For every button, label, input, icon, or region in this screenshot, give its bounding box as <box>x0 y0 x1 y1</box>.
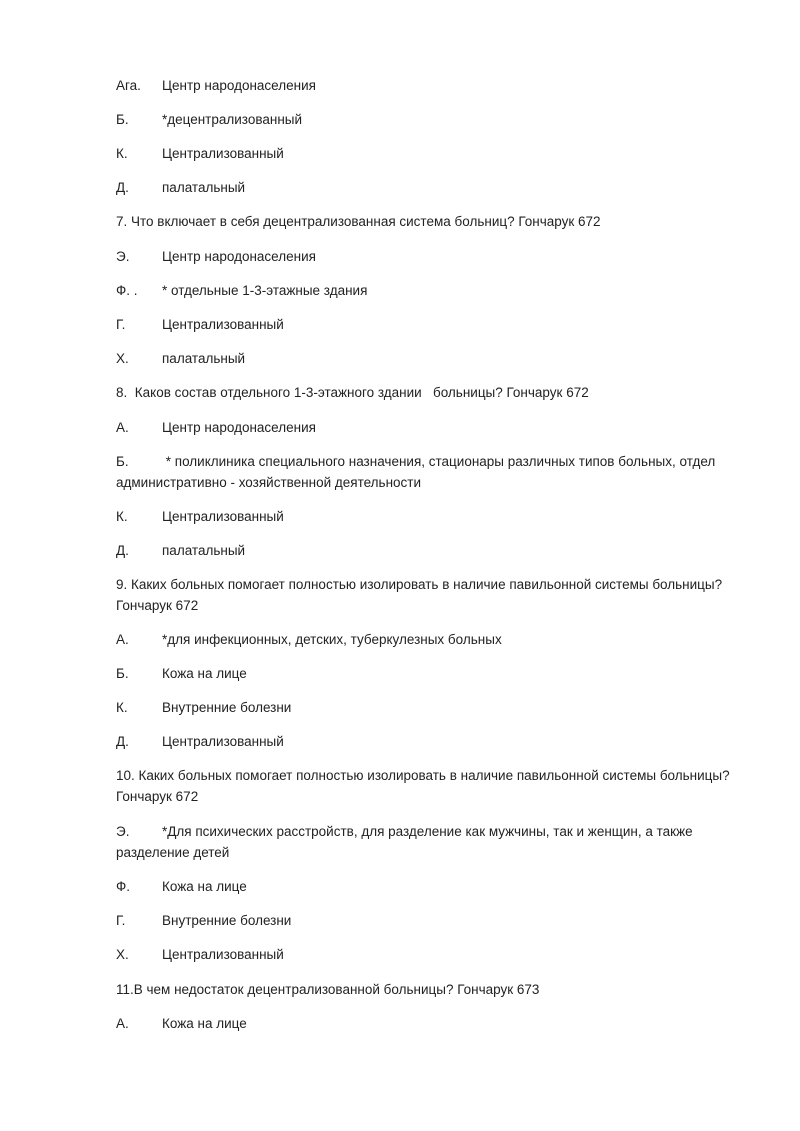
option-line <box>116 314 736 335</box>
option-letter: К. <box>116 509 128 524</box>
option-text: Центр народонаселения <box>162 78 316 93</box>
option-line <box>116 1013 736 1034</box>
option-line <box>116 75 736 96</box>
option-text: Внутренние болезни <box>162 700 292 715</box>
option-letter: Э. <box>116 249 130 264</box>
option-text: Централизованный <box>162 146 284 161</box>
option-line <box>116 910 736 931</box>
option-line <box>116 417 736 438</box>
option-letter: Х. <box>116 351 129 366</box>
question-line: 7. Что включает в себя децентрализованная система больниц? Гончарук 672 <box>116 214 601 229</box>
option-line <box>116 348 736 369</box>
option-line <box>116 629 736 650</box>
option-text: *для инфекционных, детских, туберкулезных больных <box>162 632 502 647</box>
question-line: 8. Каков состав отдельного 1-3-этажного здании больницы? Гончарук 672 <box>116 385 589 400</box>
option-line <box>116 821 736 863</box>
option-text: * поликлиника специального назначения, стационары различных типов больных, отдел административно - хозяйственной деятельности <box>116 454 716 490</box>
option-letter: Г. <box>116 913 126 928</box>
option-text: Централизованный <box>162 317 284 332</box>
option-text: Внутренние болезни <box>162 913 292 928</box>
option-text: палатальный <box>162 543 246 558</box>
option-letter: Д. <box>116 180 129 195</box>
option-line <box>116 876 736 897</box>
option-letter: Д. <box>116 543 129 558</box>
option-line <box>116 109 736 130</box>
option-text: Кожа на лице <box>162 666 247 681</box>
option-text: * отдельные 1-3-этажные здания <box>162 283 368 298</box>
option-text: Центр народонаселения <box>162 420 316 435</box>
option-line <box>116 540 736 561</box>
option-letter: Д. <box>116 734 129 749</box>
option-letter: Б. <box>116 454 129 469</box>
question-line: 10. Каких больных помогает полностью изолировать в наличие павильонной системы больницы? Гончарук 672 <box>116 768 730 804</box>
option-line <box>116 143 736 164</box>
option-text: *децентрализованный <box>162 112 303 127</box>
option-text: Централизованный <box>162 947 284 962</box>
option-letter: А. <box>116 420 129 435</box>
option-letter: А. <box>116 632 129 647</box>
option-text: Централизованный <box>162 734 284 749</box>
option-letter: Б. <box>116 112 129 127</box>
option-line <box>116 663 736 684</box>
option-text: Централизованный <box>162 509 284 524</box>
option-letter: Б. <box>116 666 129 681</box>
option-letter: Ф. <box>116 879 131 894</box>
option-letter: К. <box>116 146 128 161</box>
option-letter: Ага. <box>116 78 141 93</box>
option-text: Кожа на лице <box>162 1016 247 1031</box>
option-text: палатальный <box>162 351 246 366</box>
option-letter: Г. <box>116 317 126 332</box>
option-line <box>116 506 736 527</box>
option-text: палатальный <box>162 180 246 195</box>
option-line <box>116 246 736 267</box>
option-line <box>116 731 736 752</box>
option-letter: К. <box>116 700 128 715</box>
question-line: 9. Каких больных помогает полностью изолировать в наличие павильонной системы больницы? Гончарук 672 <box>116 577 723 613</box>
option-line <box>116 177 736 198</box>
option-line <box>116 697 736 718</box>
option-text: Кожа на лице <box>162 879 247 894</box>
option-letter: Ф. . <box>116 283 138 298</box>
option-text: Центр народонаселения <box>162 249 316 264</box>
option-text: *Для психических расстройств, для разделение как мужчины, так и женщин, а также разделение детей <box>116 824 693 860</box>
question-line: 11.В чем недостаток децентрализованной больницы? Гончарук 673 <box>116 982 540 997</box>
option-letter: Х. <box>116 947 129 962</box>
option-line <box>116 944 736 965</box>
option-letter: А. <box>116 1016 129 1031</box>
option-line <box>116 451 736 493</box>
option-line <box>116 280 736 301</box>
option-letter: Э. <box>116 824 130 839</box>
